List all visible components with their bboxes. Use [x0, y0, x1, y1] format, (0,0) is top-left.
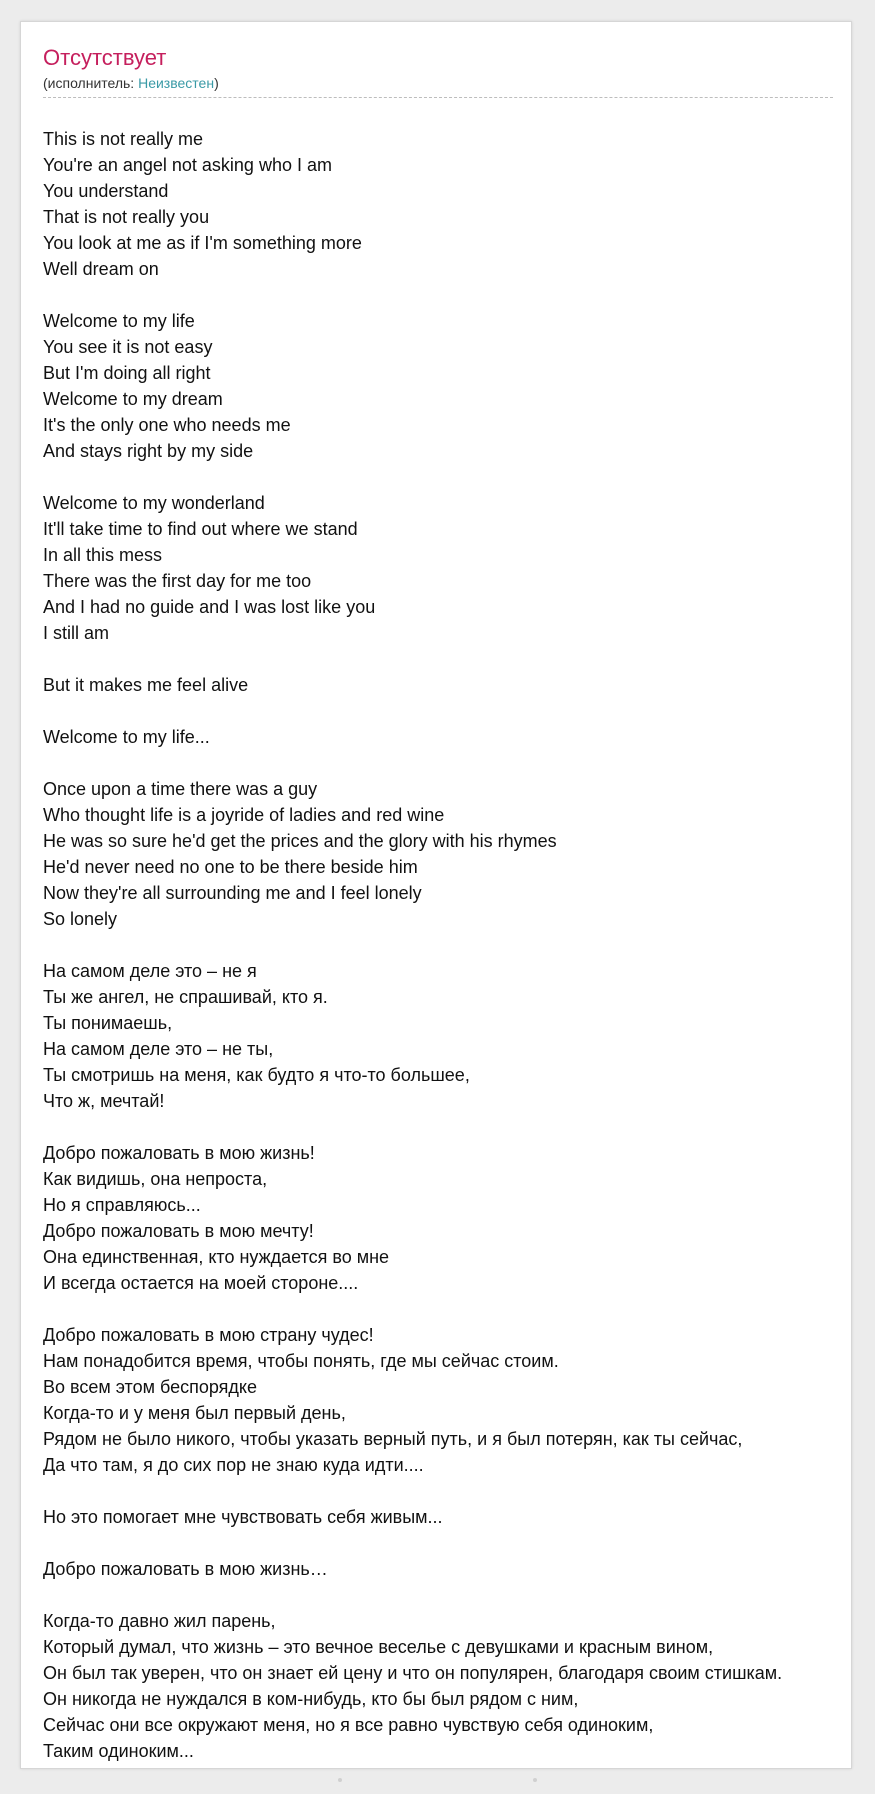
- lyric-line: Во всем этом беспорядке: [43, 1377, 258, 1397]
- lyric-line: На самом деле это – не ты,: [43, 1039, 274, 1059]
- lyric-line: It's the only one who needs me: [43, 415, 291, 435]
- stanza-break: [43, 464, 863, 490]
- lyric-line: Now they're all surrounding me and I feel lonely: [43, 883, 422, 903]
- lyric-line: And stays right by my side: [43, 441, 254, 461]
- lyric-line: He was so sure he'd get the prices and the glory with his rhymes: [43, 831, 557, 851]
- stanza-break: [43, 1478, 863, 1504]
- lyric-line: Да что там, я до сих пор не знаю куда идти....: [43, 1455, 424, 1475]
- lyric-line: Welcome to my life: [43, 311, 195, 331]
- lyric-line: That is not really you: [43, 207, 210, 227]
- lyric-line: Once upon a time there was a guy: [43, 779, 318, 799]
- lyric-line: You understand: [43, 181, 169, 201]
- lyric-line: На самом деле это – не я: [43, 961, 257, 981]
- lyric-line: Добро пожаловать в мою жизнь…: [43, 1559, 328, 1579]
- stanza-break: [43, 282, 863, 308]
- lyric-line: You look at me as if I'm something more: [43, 233, 362, 253]
- lyric-line: This is not really me: [43, 129, 204, 149]
- lyric-line: Таким одиноким...: [43, 1741, 194, 1761]
- lyric-line: Сейчас они все окружают меня, но я все равно чувствую себя одиноким,: [43, 1715, 654, 1735]
- lyric-line: Welcome to my dream: [43, 389, 223, 409]
- stanza-break: [43, 1582, 863, 1608]
- artist-name-link[interactable]: Неизвестен: [138, 75, 215, 91]
- lyric-line: Когда-то давно жил парень,: [43, 1611, 276, 1631]
- lyric-line: Welcome to my wonderland: [43, 493, 265, 513]
- lyric-line: There was the first day for me too: [43, 571, 312, 591]
- lyric-line: Но это помогает мне чувствовать себя живым...: [43, 1507, 443, 1527]
- lyric-line: He'd never need no one to be there beside him: [43, 857, 418, 877]
- footer-decoration: [0, 1772, 875, 1792]
- lyric-line: Но я справляюсь...: [43, 1195, 201, 1215]
- stanza-break: [43, 1530, 863, 1556]
- stanza-break: [43, 750, 863, 776]
- lyric-line: And I had no guide and I was lost like you: [43, 597, 376, 617]
- stanza-break: [43, 932, 863, 958]
- artist-line: [43, 74, 833, 92]
- lyric-line: Ты смотришь на меня, как будто я что-то большее,: [43, 1065, 470, 1085]
- lyric-line: Нам понадобится время, чтобы понять, где мы сейчас стоим.: [43, 1351, 559, 1371]
- stanza-break: [43, 1296, 863, 1322]
- song-header: [43, 44, 833, 98]
- lyric-line: In all this mess: [43, 545, 163, 565]
- lyric-line: But it makes me feel alive: [43, 675, 249, 695]
- stanza-break: [43, 1114, 863, 1140]
- lyric-line: Добро пожаловать в мою страну чудес!: [43, 1325, 374, 1345]
- stanza-break: [43, 698, 863, 724]
- lyric-line: Who thought life is a joyride of ladies and red wine: [43, 805, 445, 825]
- lyric-line: I still am: [43, 623, 110, 643]
- lyric-line: Как видишь, она непроста,: [43, 1169, 268, 1189]
- lyric-line: Ты понимаешь,: [43, 1013, 173, 1033]
- stanza-break: [43, 646, 863, 672]
- lyric-line: Добро пожаловать в мою жизнь!: [43, 1143, 315, 1163]
- lyric-line: It'll take time to find out where we stand: [43, 519, 358, 539]
- lyric-line: Рядом не было никого, чтобы указать верный путь, и я был потерян, как ты сейчас,: [43, 1429, 743, 1449]
- lyric-line: И всегда остается на моей стороне....: [43, 1273, 359, 1293]
- lyric-line: Well dream on: [43, 259, 159, 279]
- lyric-line: But I'm doing all right: [43, 363, 211, 383]
- lyric-line: Он был так уверен, что он знает ей цену и что он популярен, благодаря своим стишкам.: [43, 1663, 783, 1683]
- lyric-line: So lonely: [43, 909, 118, 929]
- artist-prefix: (исполнитель:: [43, 75, 139, 91]
- lyric-line: Добро пожаловать в мою мечту!: [43, 1221, 314, 1241]
- lyric-line: Который думал, что жизнь – это вечное веселье с девушками и красным вином,: [43, 1637, 714, 1657]
- lyric-line: Когда-то и у меня был первый день,: [43, 1403, 346, 1423]
- lyric-line: Ты же ангел, не спрашивай, кто я.: [43, 987, 328, 1007]
- lyric-line: Welcome to my life...: [43, 727, 210, 747]
- artist-suffix: ): [214, 75, 219, 91]
- lyric-line: You're an angel not asking who I am: [43, 155, 332, 175]
- lyrics-body: [43, 126, 863, 1764]
- lyric-line: You see it is not easy: [43, 337, 213, 357]
- lyric-line: Он никогда не нуждался в ком-нибудь, кто бы был рядом с ним,: [43, 1689, 579, 1709]
- lyrics-card: [20, 21, 852, 1769]
- lyric-line: Что ж, мечтай!: [43, 1091, 165, 1111]
- lyric-line: Она единственная, кто нуждается во мне: [43, 1247, 390, 1267]
- song-title: Отсутствует: [43, 45, 167, 70]
